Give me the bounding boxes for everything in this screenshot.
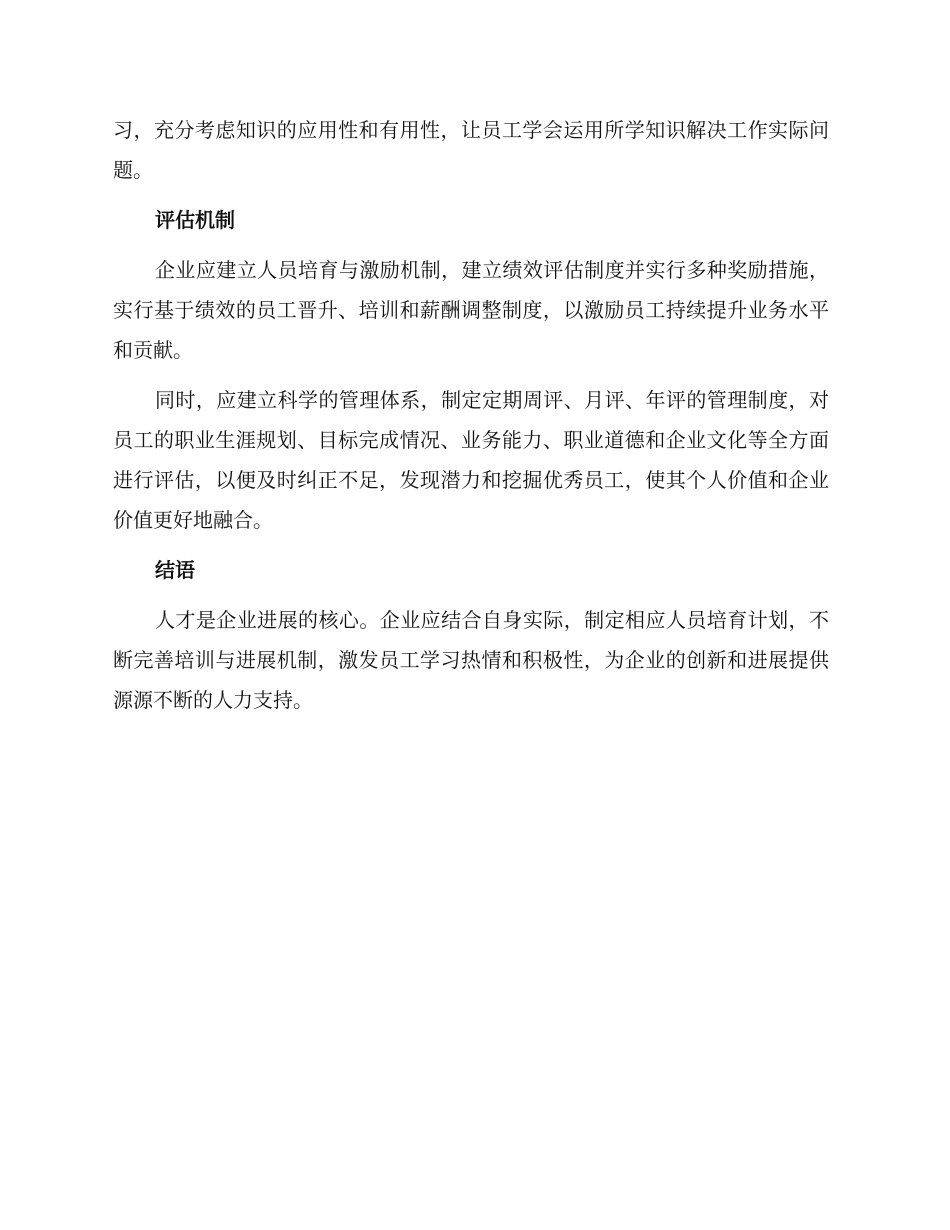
paragraph-management-system: 同时，应建立科学的管理体系，制定定期周评、月评、年评的管理制度，对员工的职业生涯规划、目标完成情况、业务能力、职业道德和企业文化等全方面进行评估，以便及时纠正不足，发现潜力和挖掘优秀员工，使其个人价值和企业价值更好地融合。 [113,388,829,532]
section-heading-conclusion: 结语 [155,558,195,582]
paragraph-continued: 习，充分考虑知识的应用性和有用性，让员工学会运用所学知识解决工作实际问题。 [113,118,829,182]
document-body [113,110,829,730]
paragraph-incentive-mechanism: 企业应建立人员培育与激励机制，建立绩效评估制度并实行多种奖励措施，实行基于绩效的员工晋升、培训和薪酬调整制度，以激励员工持续提升业务水平和贡献。 [113,258,829,362]
section-heading-evaluation: 评估机制 [155,208,235,232]
paragraph-conclusion: 人才是企业进展的核心。企业应结合自身实际，制定相应人员培育计划，不断完善培训与进展机制，激发员工学习热情和积极性，为企业的创新和进展提供源源不断的人力支持。 [113,608,829,712]
